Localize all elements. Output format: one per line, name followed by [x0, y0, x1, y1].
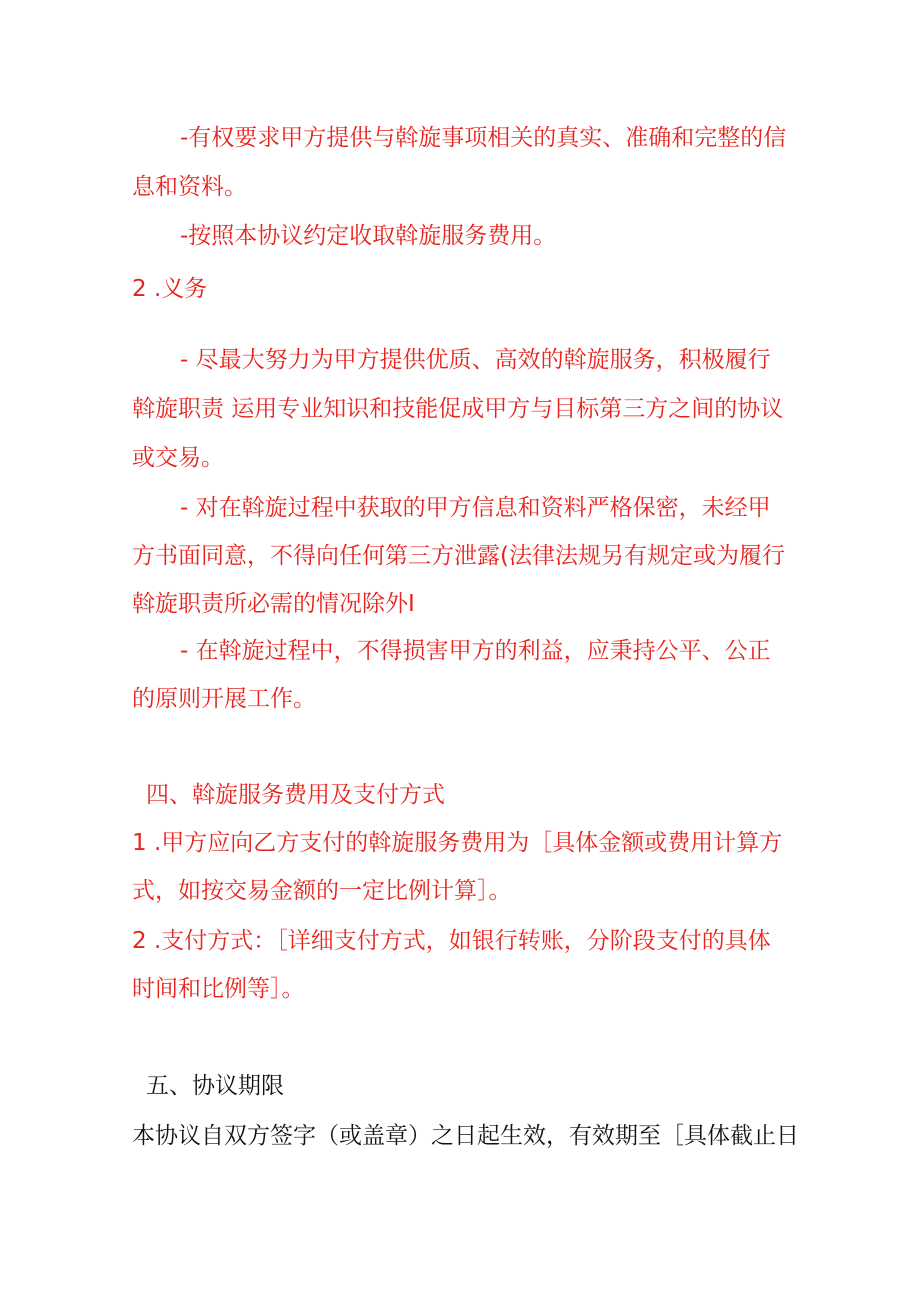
paragraph-line: 斡旋职责所必需的情况除外I [132, 591, 415, 617]
paragraph-line: 或交易。 [132, 445, 224, 471]
paragraph-line: 的原则开展工作。 [132, 686, 316, 712]
paragraph-line: 式，如按交易金额的一定比例计算］。 [132, 878, 512, 904]
paragraph-line: -有权要求甲方提供与斡旋事项相关的真实、准确和完整的信 [180, 125, 787, 151]
paragraph-line: - 尽最大努力为甲方提供优质、高效的斡旋服务，积极履行 [180, 347, 771, 373]
paragraph-line: 本协议自双方签字（或盖章）之日起生效，有效期至［具体截止日 [132, 1123, 799, 1149]
paragraph-line: 斡旋职责 运用专业知识和技能促成甲方与目标第三方之间的协议 [132, 396, 784, 422]
paragraph-line: -按照本协议约定收取斡旋服务费用。 [180, 223, 557, 249]
paragraph-line: 时间和比例等］。 [132, 976, 305, 1002]
paragraph-line: - 对在斡旋过程中获取的甲方信息和资料严格保密，未经甲 [180, 495, 771, 521]
section-subheading: 2 .义务 [132, 276, 208, 302]
section-heading: 五、协议期限 [146, 1073, 284, 1099]
paragraph-line: 息和资料。 [132, 174, 247, 200]
paragraph-line: - 在斡旋过程中，不得损害甲方的利益，应秉持公平、公正 [180, 638, 771, 664]
section-heading: 四、斡旋服务费用及支付方式 [146, 782, 445, 808]
paragraph-line: 方书面同意，不得向任何第三方泄露(法律法规另有规定或为履行 [132, 543, 785, 569]
paragraph-line: 1 .甲方应向乙方支付的斡旋服务费用为［具体金额或费用计算方 [132, 830, 783, 856]
paragraph-line: 2 .支付方式：［详细支付方式，如银行转账，分阶段支付的具体 [132, 928, 771, 954]
